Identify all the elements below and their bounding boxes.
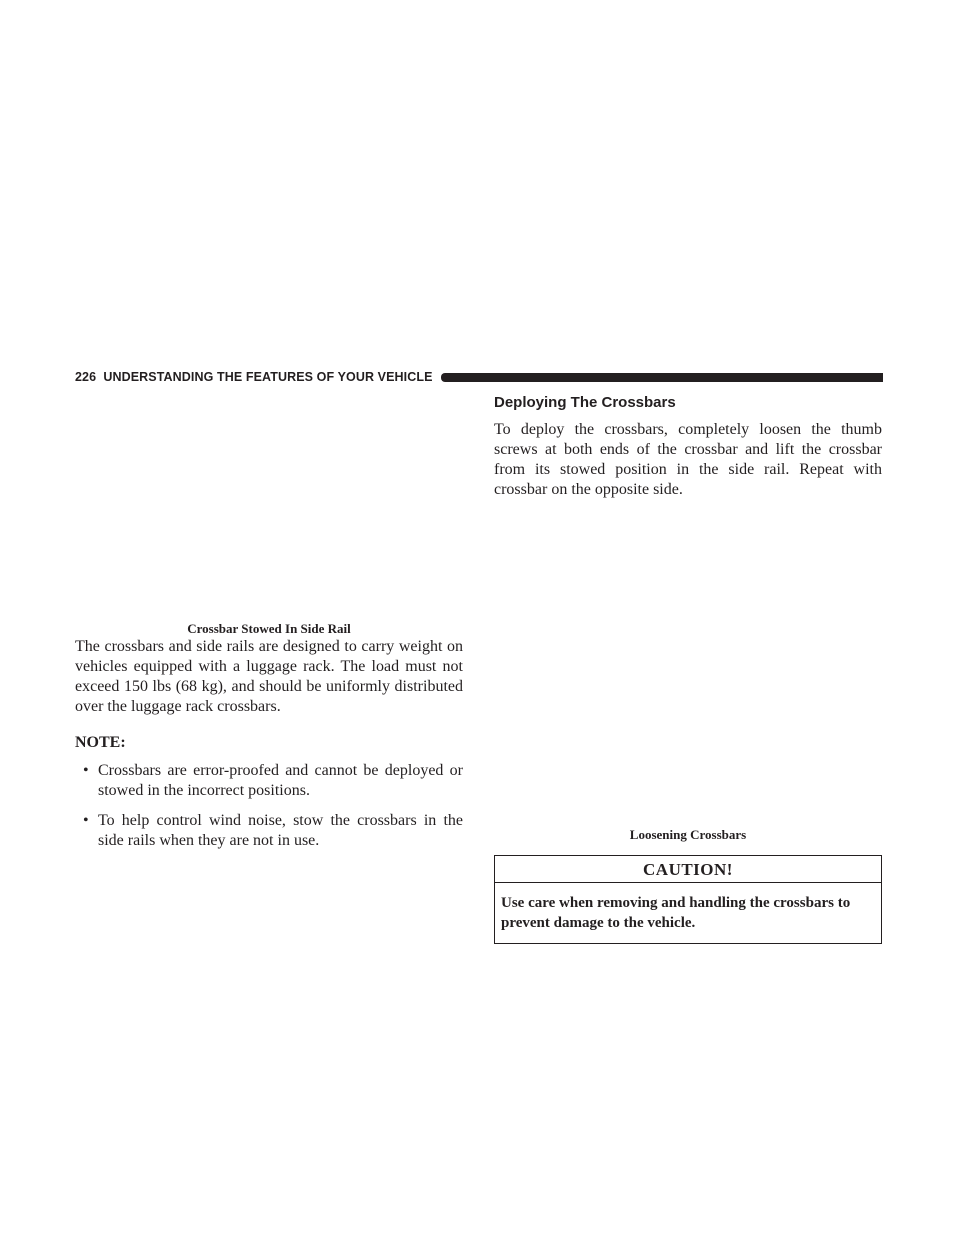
bullet-icon: • <box>83 762 89 779</box>
page-number: 226 <box>75 370 97 384</box>
bullet-text: To help control wind noise, stow the crossbars in the side rails when they are not in use. <box>98 812 463 849</box>
caution-body: Use care when removing and handling the crossbars to prevent damage to the vehicle. <box>501 895 851 931</box>
crossbar-load-paragraph: The crossbars and side rails are designed to carry weight on vehicles equipped with a luggage rack. The load must not exceed 150 lbs (68 kg), and should be uniformly distributed over the luggage rack crossbars. <box>75 638 463 715</box>
left-column <box>75 385 463 861</box>
page-number-and-section <box>75 370 433 384</box>
figure-caption-crossbar-stowed: Crossbar Stowed In Side Rail <box>187 621 351 636</box>
caution-box <box>494 855 882 944</box>
deploy-instructions-paragraph: To deploy the crossbars, completely loosen the thumb screws at both ends of the crossbar and lift the crossbar from its stowed position in the side rail. Repeat with crossbar on the opposite side. <box>494 421 882 498</box>
loosening-crossbars-figure <box>494 500 882 827</box>
bullet-text: Crossbars are error-proofed and cannot be deployed or stowed in the incorrect positions. <box>98 762 463 799</box>
section-title: UNDERSTANDING THE FEATURES OF YOUR VEHICLE <box>103 370 433 384</box>
list-item <box>75 761 463 801</box>
caution-title: CAUTION! <box>495 856 881 883</box>
note-bullet-list <box>75 761 463 851</box>
page-header <box>75 369 883 385</box>
section-heading-deploying-crossbars: Deploying The Crossbars <box>494 394 676 411</box>
note-label: NOTE: <box>75 734 126 751</box>
bullet-icon: • <box>83 812 89 829</box>
figure-caption-loosening-crossbars: Loosening Crossbars <box>629 827 747 842</box>
crossbar-stowed-figure <box>75 385 463 621</box>
header-rule <box>441 373 883 382</box>
list-item <box>75 811 463 851</box>
right-column <box>494 385 882 944</box>
